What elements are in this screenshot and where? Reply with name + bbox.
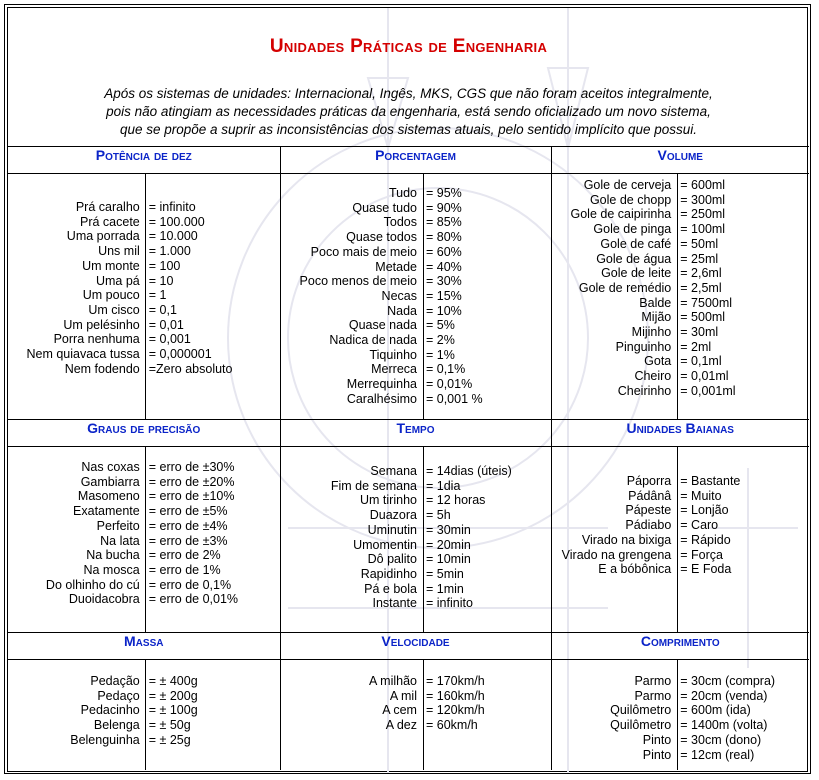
unit-name: Gole de café	[600, 236, 672, 251]
unit-value: = 160km/h	[425, 688, 485, 703]
unit-row	[281, 523, 551, 538]
unit-value: = 2%	[425, 333, 455, 348]
unit-value: = 12cm (real)	[680, 747, 755, 762]
unit-value: = 0,01	[148, 317, 184, 332]
unit-value: = erro de ±3%	[148, 533, 228, 548]
unit-name: Nem fodendo	[64, 361, 140, 376]
unit-value: = 1	[148, 288, 167, 303]
unit-value: = 1.000	[148, 244, 191, 259]
unit-row	[8, 519, 280, 534]
unit-name: Gambiarra	[80, 474, 140, 489]
unit-row	[8, 674, 280, 689]
unit-row	[281, 464, 551, 479]
unit-name: Parmo	[634, 674, 672, 688]
section-body-porcentagem	[280, 174, 551, 420]
unit-row	[552, 237, 810, 252]
unit-row	[281, 377, 551, 392]
unit-name: Mijinho	[631, 325, 672, 340]
unit-name: Quase nada	[348, 318, 417, 333]
unit-name: Nada	[387, 303, 417, 318]
unit-row	[281, 289, 551, 304]
section-title: Comprimento	[640, 633, 720, 649]
unit-name: Um pelésinho	[63, 317, 140, 332]
unit-value: = 170km/h	[425, 674, 485, 688]
unit-value: = 0,001	[148, 332, 191, 347]
unit-name: Belenguinha	[70, 732, 140, 747]
unit-name: Pinto	[642, 732, 672, 747]
unit-row	[552, 178, 810, 193]
unit-name: Gole de água	[596, 251, 672, 266]
unit-row	[281, 392, 551, 407]
page-title: Unidades Práticas de Engenharia	[269, 36, 548, 57]
unit-name: Perfeito	[96, 518, 140, 533]
section-header-porcentagem	[280, 147, 551, 174]
unit-name: Um tirinho	[360, 493, 417, 508]
unit-row	[281, 215, 551, 230]
unit-row	[552, 325, 810, 340]
unit-name: Virado na bixiga	[581, 532, 672, 547]
section-header-baianas	[551, 420, 809, 447]
unit-value: = Caro	[680, 518, 719, 533]
unit-name: Na mosca	[83, 562, 140, 577]
unit-value: = ± 50g	[148, 718, 191, 733]
unit-name: Uns mil	[98, 244, 140, 259]
unit-value: = 5min	[425, 566, 464, 581]
unit-name: Parmo	[634, 688, 672, 703]
unit-row	[281, 689, 551, 704]
unit-name: Uma pá	[95, 273, 140, 288]
unit-name: Pedacinho	[80, 703, 140, 718]
unit-row	[8, 229, 280, 244]
unit-value: = 600m (ida)	[680, 703, 751, 718]
unit-value: = 50ml	[680, 236, 719, 251]
unit-name: Mijão	[641, 310, 672, 325]
section-title: Massa	[124, 633, 164, 649]
unit-name: Duoidacobra	[68, 592, 140, 607]
section-body-volume	[551, 174, 809, 420]
unit-row	[552, 252, 810, 267]
unit-value: = 95%	[425, 186, 462, 200]
unit-row	[281, 703, 551, 718]
unit-row	[8, 460, 280, 475]
intro-line: que se propõe a suprir as inconsistências dos sistemas atuais, pelo sentido implícito que possui.	[119, 122, 698, 137]
unit-name: Pinto	[642, 747, 672, 762]
section-header-tempo	[280, 420, 551, 447]
unit-value: = 120km/h	[425, 703, 485, 718]
unit-value: = Força	[680, 547, 723, 562]
unit-row	[8, 578, 280, 593]
unit-value: = 30ml	[680, 325, 719, 340]
unit-value: = 15%	[425, 288, 462, 303]
unit-row	[281, 274, 551, 289]
unit-row	[552, 548, 810, 563]
unit-value: = 10%	[425, 303, 462, 318]
unit-value: = 60km/h	[425, 718, 478, 733]
unit-row	[552, 503, 810, 518]
unit-row	[281, 348, 551, 363]
unit-value: = 7500ml	[680, 295, 733, 310]
unit-name: Exatamente	[73, 504, 140, 519]
units-grid	[8, 147, 809, 770]
unit-value: = 5%	[425, 318, 455, 333]
intro-line: pois não atingiam as necessidades práticas da engenharia, está sendo oficializado um novo sistema,	[106, 104, 711, 119]
unit-value: = Rápido	[680, 532, 731, 547]
unit-row	[552, 193, 810, 208]
unit-value: = erro de ±4%	[148, 518, 228, 533]
unit-value: = 30%	[425, 274, 462, 289]
unit-value: = 100.000	[148, 214, 205, 229]
unit-value: = 20cm (venda)	[680, 688, 768, 703]
intro-paragraph	[28, 85, 789, 139]
unit-value: = Lonjão	[680, 503, 729, 518]
unit-row	[281, 362, 551, 377]
unit-name: Semana	[370, 464, 417, 478]
unit-name: Poco menos de meio	[299, 274, 417, 289]
unit-value: =Zero absoluto	[148, 361, 233, 376]
unit-name: Gole de caipirinha	[570, 207, 672, 222]
unit-row	[8, 215, 280, 230]
unit-value: = 10min	[425, 552, 471, 567]
unit-name: Quilômetro	[610, 718, 672, 733]
unit-row	[552, 296, 810, 311]
unit-value: = erro de ±30%	[148, 460, 235, 474]
unit-name: A milhão	[369, 674, 417, 688]
unit-name: Caralhésimo	[346, 391, 417, 406]
unit-value: = ± 25g	[148, 732, 191, 747]
unit-row	[8, 259, 280, 274]
unit-value: = 2ml	[680, 339, 712, 354]
unit-value: = ± 200g	[148, 688, 198, 703]
unit-name: Metade	[375, 259, 417, 274]
section-body-graus	[8, 447, 280, 633]
unit-value: = 0,01ml	[680, 369, 729, 384]
unit-name: Fim de semana	[330, 478, 417, 493]
unit-list	[552, 674, 810, 762]
unit-row	[552, 718, 810, 733]
unit-value: = 30cm (compra)	[680, 674, 776, 688]
unit-row	[552, 281, 810, 296]
unit-name: A cem	[382, 703, 417, 718]
unit-value: = 1%	[425, 347, 455, 362]
unit-name: Pádânâ	[628, 488, 672, 503]
unit-row	[8, 244, 280, 259]
unit-row	[8, 563, 280, 578]
unit-row	[552, 674, 810, 689]
unit-row	[552, 207, 810, 222]
unit-row	[281, 245, 551, 260]
unit-name: Páporra	[626, 474, 672, 488]
unit-name: Belenga	[93, 718, 140, 733]
unit-value: = 80%	[425, 230, 462, 245]
unit-value: = erro de ±5%	[148, 504, 228, 519]
unit-name: Tudo	[388, 186, 417, 200]
unit-row	[281, 186, 551, 201]
unit-value: = 10.000	[148, 229, 198, 244]
unit-name: Nem quiavaca tussa	[26, 347, 140, 362]
unit-name: Masomeno	[77, 489, 140, 504]
unit-value: = 0,01%	[425, 377, 473, 392]
unit-row	[8, 274, 280, 289]
unit-name: Balde	[639, 295, 672, 310]
unit-value: = 60%	[425, 244, 462, 259]
section-body-comprimento	[551, 660, 809, 771]
unit-row	[8, 347, 280, 362]
unit-value: = erro de ±10%	[148, 489, 235, 504]
unit-name: A dez	[385, 718, 417, 733]
unit-row	[552, 340, 810, 355]
unit-row	[8, 534, 280, 549]
unit-value: = erro de 0,1%	[148, 577, 232, 592]
unit-name: Prá caralho	[75, 200, 140, 214]
unit-row	[281, 552, 551, 567]
unit-row	[281, 582, 551, 597]
unit-row	[8, 504, 280, 519]
unit-list	[281, 186, 551, 407]
unit-name: Cheiro	[634, 369, 672, 384]
unit-row	[552, 266, 810, 281]
unit-row	[552, 533, 810, 548]
unit-row	[8, 592, 280, 607]
unit-value: = 5h	[425, 508, 451, 523]
unit-name: Nas coxas	[81, 460, 140, 474]
unit-value: = 14dias (úteis)	[425, 464, 512, 478]
unit-row	[552, 733, 810, 748]
unit-name: A mil	[389, 688, 417, 703]
unit-value: = 1400m (volta)	[680, 718, 768, 733]
unit-row	[552, 354, 810, 369]
unit-name: Merreca	[371, 362, 417, 377]
unit-list	[281, 674, 551, 733]
unit-name: Gole de chopp	[589, 192, 672, 207]
unit-row	[8, 318, 280, 333]
section-body-tempo	[280, 447, 551, 633]
unit-row	[8, 475, 280, 490]
unit-row	[552, 748, 810, 763]
unit-name: Gota	[644, 354, 672, 369]
unit-name: Todos	[383, 215, 417, 230]
unit-name: Necas	[381, 288, 417, 303]
unit-value: = 10	[148, 273, 174, 288]
unit-value: = 2,5ml	[680, 280, 722, 295]
unit-value: = 2,6ml	[680, 266, 722, 281]
unit-value: = infinito	[148, 200, 196, 214]
section-header-massa	[8, 633, 280, 660]
unit-name: Virado na grengena	[561, 547, 672, 562]
unit-name: Cheirinho	[617, 383, 672, 398]
unit-list	[552, 178, 810, 399]
unit-row	[8, 733, 280, 748]
unit-row	[8, 332, 280, 347]
unit-value: = erro de ±20%	[148, 474, 235, 489]
unit-row	[8, 288, 280, 303]
unit-value: = 0,001 %	[425, 391, 483, 406]
section-title: Potência de dez	[95, 147, 192, 163]
unit-value: = E Foda	[680, 562, 732, 577]
unit-name: Gole de pinga	[593, 222, 672, 237]
unit-name: Merrequinha	[346, 377, 417, 392]
unit-name: Gole de leite	[601, 266, 672, 281]
unit-row	[281, 538, 551, 553]
unit-row	[281, 718, 551, 733]
unit-name: Porra nenhuma	[53, 332, 140, 347]
unit-value: = 100	[148, 258, 181, 273]
unit-name: Na bucha	[86, 548, 140, 563]
section-body-massa	[8, 660, 280, 771]
unit-row	[552, 222, 810, 237]
intro-line: Após os sistemas de unidades: Internacional, Ingês, MKS, CGS que não foram aceitos integralmente,	[104, 86, 713, 101]
unit-list	[8, 460, 280, 607]
unit-row	[281, 493, 551, 508]
unit-value: = 40%	[425, 259, 462, 274]
unit-list	[281, 464, 551, 611]
unit-value: = 0,1	[148, 302, 177, 317]
unit-row	[281, 508, 551, 523]
section-header-potencia	[8, 147, 280, 174]
unit-value: = 30min	[425, 522, 471, 537]
unit-name: Duazora	[369, 508, 417, 523]
section-title: Porcentagem	[375, 147, 456, 163]
unit-name: Um cisco	[88, 302, 140, 317]
unit-name: Gole de remédio	[578, 280, 672, 295]
section-header-volume	[551, 147, 809, 174]
document-panel	[7, 7, 808, 772]
unit-name: Pinguinho	[615, 339, 672, 354]
unit-list	[552, 474, 810, 577]
unit-value: = 300ml	[680, 192, 726, 207]
unit-value: = 90%	[425, 200, 462, 215]
unit-value: = 0,1ml	[680, 354, 722, 369]
unit-value: = 1min	[425, 581, 464, 596]
unit-value: = 0,1%	[425, 362, 466, 377]
section-title: Graus de precisão	[87, 420, 201, 436]
section-title: Tempo	[396, 420, 435, 436]
unit-value: = 30cm (dono)	[680, 732, 762, 747]
unit-row	[552, 474, 810, 489]
unit-name: E a bóbônica	[598, 562, 672, 577]
unit-value: = erro de 0,01%	[148, 592, 239, 607]
unit-row	[281, 260, 551, 275]
unit-value: = 12 horas	[425, 493, 486, 508]
unit-row	[8, 689, 280, 704]
unit-value: = Bastante	[680, 474, 741, 488]
unit-row	[281, 318, 551, 333]
unit-name: Pedaço	[97, 688, 140, 703]
unit-value: = 0,001ml	[680, 383, 736, 398]
unit-value: = 100ml	[680, 222, 726, 237]
unit-value: = 600ml	[680, 178, 726, 192]
unit-row	[8, 200, 280, 215]
unit-row	[281, 479, 551, 494]
unit-value: = Muito	[680, 488, 722, 503]
section-title: Volume	[657, 147, 703, 163]
unit-row	[281, 596, 551, 611]
unit-value: = 25ml	[680, 251, 719, 266]
section-title: Unidades Baianas	[626, 420, 734, 436]
unit-name: Quilômetro	[610, 703, 672, 718]
unit-value: = ± 400g	[148, 674, 198, 688]
unit-name: Um pouco	[82, 288, 140, 303]
unit-name: Na lata	[100, 533, 140, 548]
unit-value: = 250ml	[680, 207, 726, 222]
unit-row	[8, 362, 280, 377]
unit-row	[552, 310, 810, 325]
section-title: Velocidade	[381, 633, 450, 649]
unit-name: Pápeste	[625, 503, 672, 518]
unit-row	[281, 674, 551, 689]
unit-row	[552, 384, 810, 399]
unit-row	[8, 303, 280, 318]
unit-row	[8, 718, 280, 733]
unit-row	[552, 369, 810, 384]
unit-row	[281, 230, 551, 245]
header-section	[8, 8, 809, 147]
unit-value: = 0,000001	[148, 347, 212, 362]
unit-name: Do olhinho do cú	[45, 577, 140, 592]
unit-value: = erro de 1%	[148, 562, 221, 577]
section-body-potencia	[8, 174, 280, 420]
unit-name: Nadica de nada	[329, 333, 417, 348]
unit-name: Dô palito	[367, 552, 417, 567]
unit-row	[8, 489, 280, 504]
unit-name: Poco mais de meio	[310, 244, 417, 259]
unit-name: Pá e bola	[364, 581, 417, 596]
unit-value: = 85%	[425, 215, 462, 230]
unit-name: Pádiabo	[625, 518, 672, 533]
unit-row	[552, 518, 810, 533]
unit-value: = 500ml	[680, 310, 726, 325]
unit-list	[8, 674, 280, 748]
unit-name: Quase todos	[346, 230, 417, 245]
unit-name: Tiquinho	[369, 347, 417, 362]
section-header-graus	[8, 420, 280, 447]
unit-name: Gole de cerveja	[583, 178, 672, 192]
unit-name: Prá cacete	[79, 214, 140, 229]
unit-row	[281, 304, 551, 319]
unit-name: Uminutin	[367, 522, 417, 537]
unit-row	[552, 689, 810, 704]
unit-name: Umomentin	[353, 537, 417, 552]
section-body-baianas	[551, 447, 809, 633]
unit-row	[281, 567, 551, 582]
section-body-velocidade	[280, 660, 551, 771]
section-header-comprimento	[551, 633, 809, 660]
unit-value: = erro de 2%	[148, 548, 221, 563]
unit-name: Rapidinho	[360, 566, 417, 581]
unit-name: Uma porrada	[66, 229, 140, 244]
section-header-velocidade	[280, 633, 551, 660]
unit-row	[8, 548, 280, 563]
unit-name: Quase tudo	[352, 200, 417, 215]
unit-value: = 20min	[425, 537, 471, 552]
unit-name: Pedação	[90, 674, 140, 688]
unit-name: Instante	[372, 596, 417, 611]
unit-row	[281, 333, 551, 348]
unit-row	[8, 703, 280, 718]
unit-value: = ± 100g	[148, 703, 198, 718]
unit-list	[8, 200, 280, 376]
unit-value: = infinito	[425, 596, 473, 611]
unit-name: Um monte	[82, 258, 140, 273]
unit-row	[552, 703, 810, 718]
unit-value: = 1dia	[425, 478, 461, 493]
unit-row	[281, 201, 551, 216]
unit-row	[552, 562, 810, 577]
unit-row	[552, 489, 810, 504]
